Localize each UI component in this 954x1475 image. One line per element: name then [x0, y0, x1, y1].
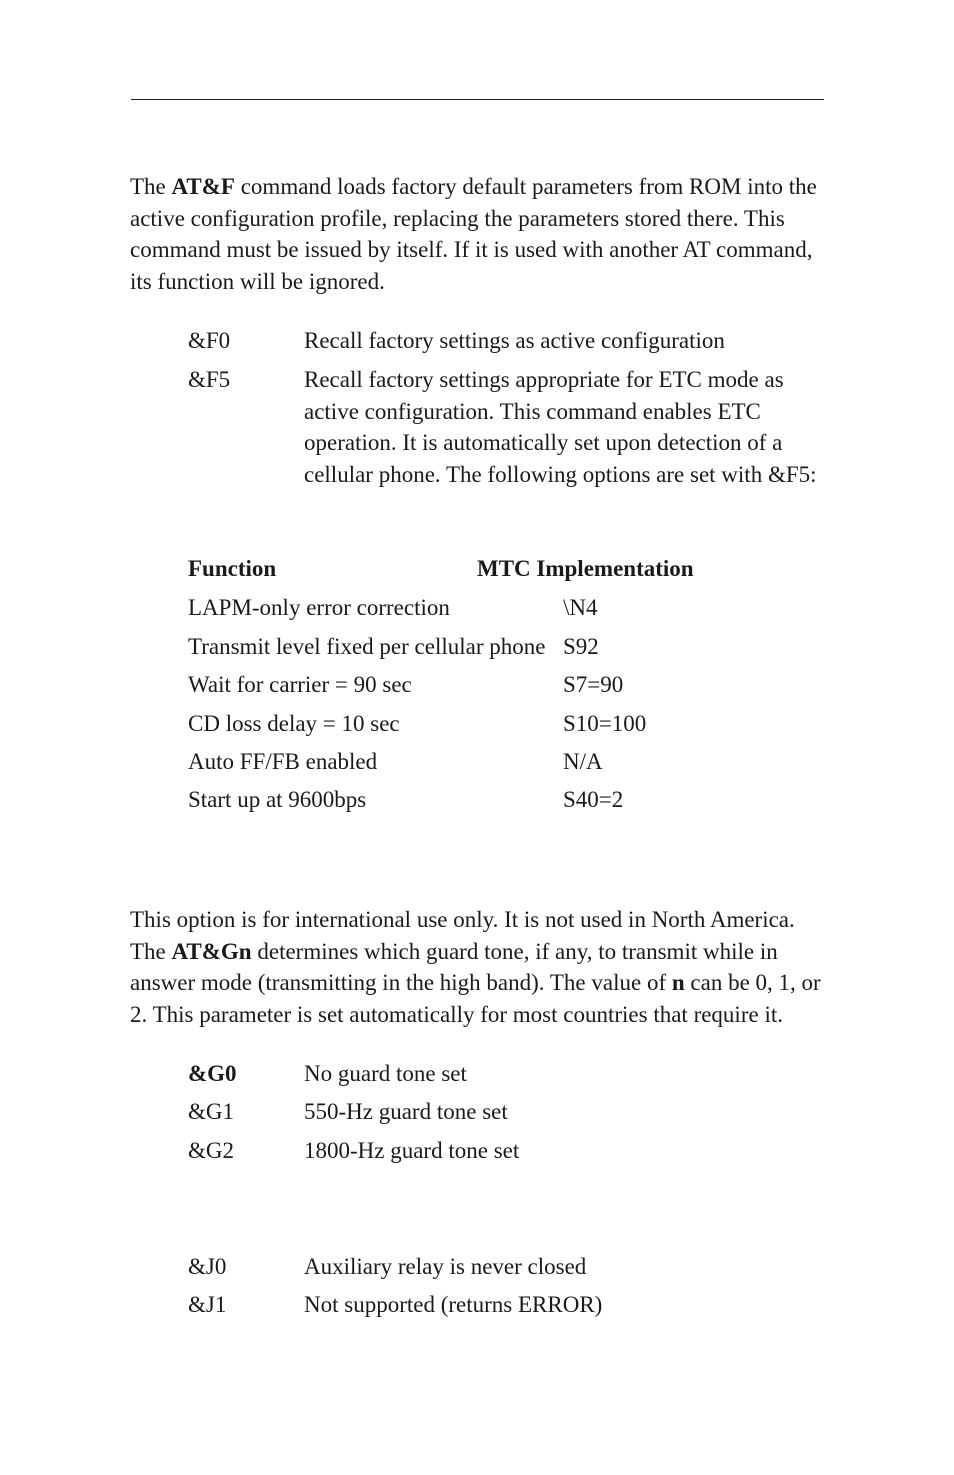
table-cell-function: Start up at 9600bps: [188, 787, 367, 812]
atf-description: [130, 171, 830, 298]
table-row: [188, 672, 412, 698]
table-cell-function: Transmit level fixed per cellular phone: [188, 634, 546, 659]
option-code: &G1: [188, 1099, 234, 1124]
atf-command: AT&F: [171, 174, 235, 199]
atf-text-pre: The: [130, 174, 172, 199]
option-desc: 1800-Hz guard tone set: [304, 1138, 520, 1163]
option-desc: Recall factory settings appropriate for ETC mode as active configuration. This command enables ETC operation. It is automatically set upon detection of a cellular phone. The following options are set with &F5:: [304, 367, 817, 487]
table-cell-implementation: S92: [563, 634, 599, 659]
table-header-function: Function: [188, 556, 277, 581]
option-code: &G2: [188, 1138, 234, 1163]
table-cell-implementation: S40=2: [563, 787, 624, 812]
table-cell-function: LAPM-only error correction: [188, 595, 450, 620]
table-row: [188, 634, 545, 660]
table-row: [188, 595, 450, 621]
table-row: [188, 787, 366, 813]
atg-description: [130, 904, 830, 1031]
table-header-implementation: MTC Implementation: [477, 556, 694, 581]
atg-command: AT&Gn: [171, 938, 252, 964]
table-cell-implementation: N/A: [563, 749, 603, 774]
option-desc: 550-Hz guard tone set: [304, 1099, 508, 1124]
option-desc: Recall factory settings as active configuration: [304, 328, 725, 353]
table-cell-function: CD loss delay = 10 sec: [188, 711, 400, 736]
atg-text-c: can be 0, 1, or 2. This parameter is set automatically for most countries that require it.: [130, 970, 821, 1028]
atg-text-a: This option is for international use only. It is not used in North America. The: [130, 907, 795, 964]
atg-variable-n: n: [671, 970, 685, 996]
table-cell-function: Wait for carrier = 90 sec: [188, 672, 412, 697]
option-desc: Auxiliary relay is never closed: [304, 1254, 587, 1279]
atg-text-b: determines which guard tone, if any, to transmit while in answer mode (transmitting in the high band). The value of: [130, 938, 778, 996]
option-desc: Not supported (returns ERROR): [304, 1292, 603, 1317]
table-row: [188, 749, 377, 775]
table-row: [188, 711, 400, 737]
option-code: &J1: [188, 1292, 227, 1317]
atf-text-post: command loads factory default parameters from ROM into the active configuration profile, replacing the parameters stored there. This command must be issued by itself. If it is used with another AT command, its function will be ignored.: [130, 174, 817, 295]
table-cell-implementation: S10=100: [563, 711, 647, 736]
header-rule: [131, 99, 824, 100]
option-code: &J0: [188, 1254, 227, 1279]
table-cell-implementation: \N4: [563, 595, 598, 620]
option-code: &F0: [188, 328, 231, 353]
option-desc: No guard tone set: [304, 1061, 467, 1086]
option-code: &G0: [188, 1061, 237, 1086]
option-code: &F5: [188, 367, 231, 392]
table-cell-implementation: S7=90: [563, 672, 624, 697]
table-cell-function: Auto FF/FB enabled: [188, 749, 378, 774]
